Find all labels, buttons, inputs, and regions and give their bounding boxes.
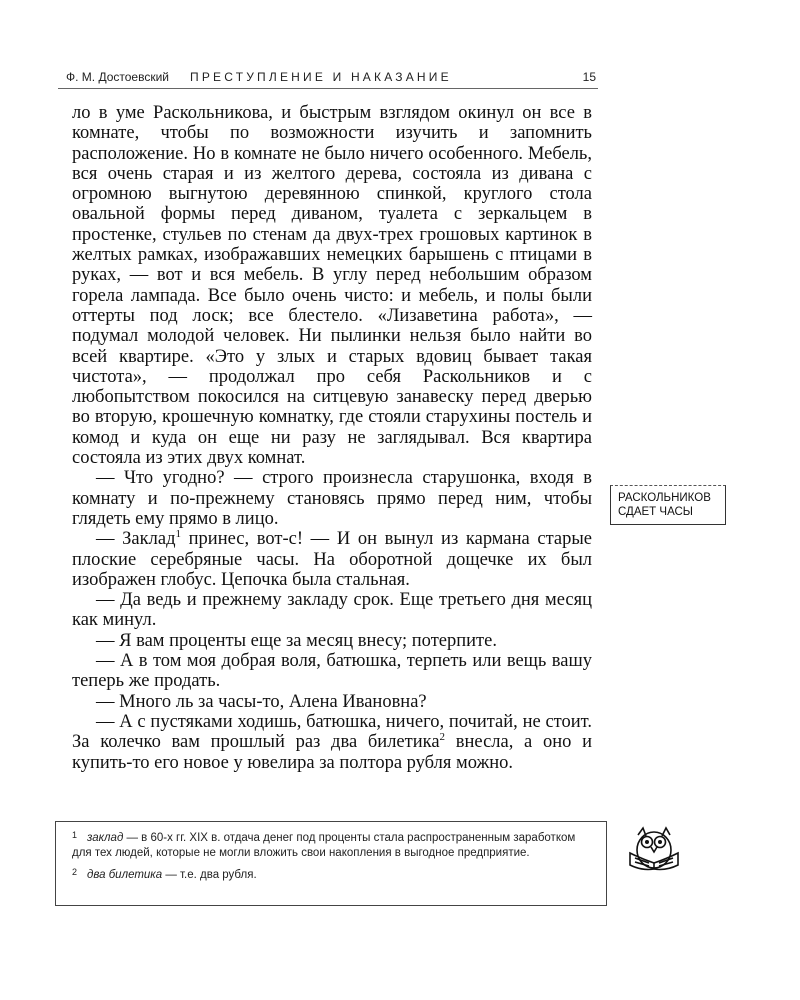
footnote-number: 2 bbox=[72, 867, 78, 877]
footnote bbox=[72, 828, 596, 861]
owl-reading-icon bbox=[624, 823, 686, 873]
paragraph: — Много ль за часы-то, Алена Ивановна? bbox=[96, 691, 427, 712]
margin-note-line: СДАЕТ ЧАСЫ bbox=[618, 506, 693, 518]
footnote-term: заклад bbox=[87, 832, 124, 844]
paragraph bbox=[72, 529, 592, 590]
paragraph: — Да ведь и прежнему закладу срок. Еще третьего дня месяц как минул. bbox=[72, 590, 592, 631]
paragraph: — А в том моя добрая воля, батюшка, терпеть или вещь вашу теперь же продать. bbox=[72, 651, 592, 692]
footnote-text: — т.е. два рубля. bbox=[162, 869, 257, 881]
paragraph bbox=[72, 712, 592, 773]
running-header bbox=[66, 68, 596, 88]
footnote-ref: 2 bbox=[439, 731, 446, 744]
header-book-title: ПРЕСТУПЛЕНИЕ И НАКАЗАНИЕ bbox=[190, 70, 452, 84]
footnote-text: — в 60-х гг. XIX в. отдача денег под проценты стала распространенным заработком для тех людей, которые не могли вложить свои накопления в выгодное предприятие. bbox=[72, 832, 576, 859]
paragraph-text: принес, вот-с! — И он вынул из кармана старые плоские серебряные часы. На оборотной дощечке их был изображен глобус. Цепочка была стальная. bbox=[72, 529, 592, 590]
main-text bbox=[72, 103, 592, 773]
header-divider bbox=[58, 88, 598, 89]
paragraph: ло в уме Раскольникова, и быстрым взглядом окинул он все в комнате, чтобы по возможности изучить и запомнить расположение. Но в комнате не было ничего особенного. Мебель, вся очень старая и из желтого дерева, состояла из дивана с огромною выгнутою деревянною спинкой, круглого стола овальной формы перед диваном, туалета с зеркальцем в простенке, стульев по стенам да двух-трех грошовых картинок в желтых рамках, изображавших немецких барышень с птицами в руках, — вот и вся мебель. В углу перед небольшим образом горела лампада. Все было очень чисто: и мебель, и полы были оттерты под лоск; все блестело. «Лизаветина работа», — подумал молодой человек. Ни пылинки нельзя было найти во всей квартире. «Это у злых и старых вдовиц бывает такая чистота», — продолжал про себя Раскольников и с любопытством покосился на ситцевую занавеску перед дверью во вторую, крошечную комнатку, где стояли старухины постель и комод и куда он еще ни разу не заглядывал. Вся квартира состояла из этих двух комнат. bbox=[72, 103, 592, 469]
footnote-term: два билетика bbox=[87, 869, 163, 881]
paragraph-text: — А с пустяками ходишь, батюшка, ничего, почитай, не стоит. За колечко вам прошлый раз два билетика bbox=[72, 711, 592, 753]
margin-note-line: РАСКОЛЬНИКОВ bbox=[618, 492, 711, 504]
footnote-number: 1 bbox=[72, 830, 78, 840]
page-number: 15 bbox=[582, 70, 596, 84]
paragraph-text: внесла, а оно и купить-то его новое у ювелира за полтора рубля можно. bbox=[72, 732, 592, 773]
footnote-ref: 1 bbox=[175, 528, 181, 541]
paragraph-text: — Заклад bbox=[96, 529, 176, 550]
paragraph: — Что угодно? — строго произнесла старушонка, входя в комнату и по-прежнему становясь прямо перед ним, чтобы глядеть ему прямо в лицо. bbox=[72, 468, 592, 529]
paragraph: — Я вам проценты еще за месяц внесу; потерпите. bbox=[96, 630, 497, 651]
footnote bbox=[72, 865, 596, 883]
header-author: Ф. М. Достоевский bbox=[66, 70, 169, 84]
footnotes-box bbox=[55, 821, 607, 906]
margin-note bbox=[610, 485, 726, 525]
